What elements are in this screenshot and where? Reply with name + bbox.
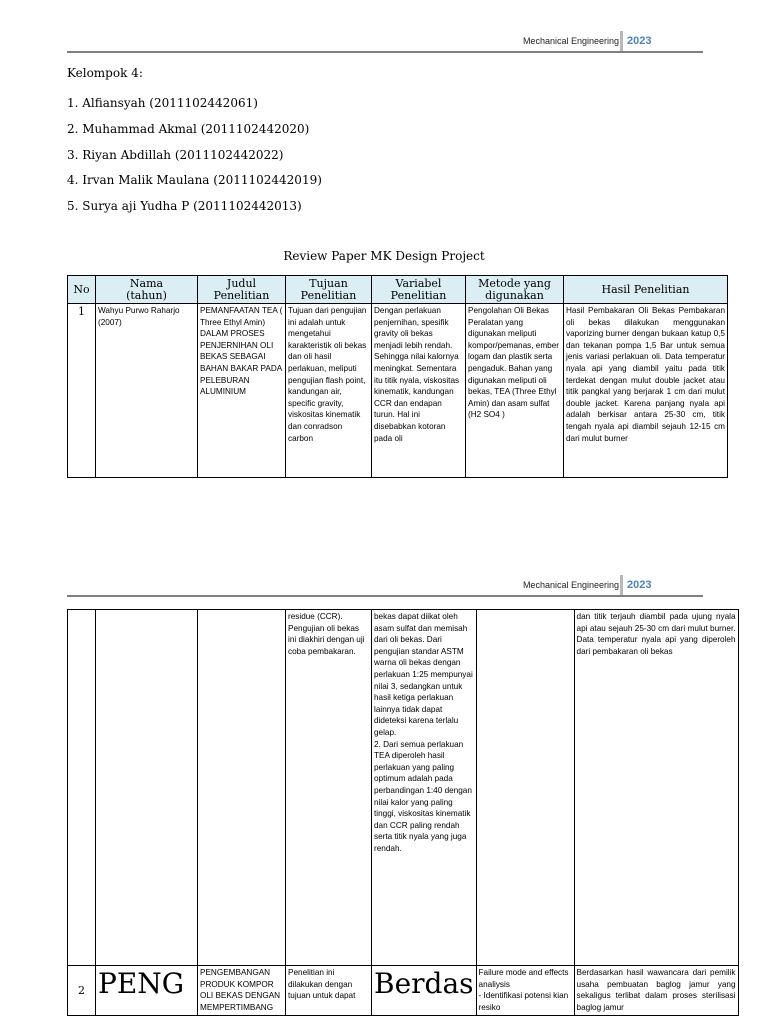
member-1: 1. Alfiansyah (2011102442061): [67, 96, 258, 110]
cell-empty: [68, 610, 96, 966]
page-header-2: [67, 577, 703, 597]
member-2: 2. Muhammad Akmal (2011102442020): [67, 122, 310, 136]
page-header: [67, 33, 703, 53]
col-header-tujuan: Tujuan Penelitian: [286, 276, 372, 304]
cell-variabel-text: Berdas: [374, 967, 474, 1000]
member-3: 3. Riyan Abdillah (2011102442022): [67, 148, 284, 162]
document-title: Review Paper MK Design Project: [283, 249, 485, 263]
cell-tujuan: Penelitian ini dilakukan dengan tujuan untuk dapat: [286, 966, 372, 1016]
cell-empty: [96, 610, 198, 966]
cell-tujuan: Tujuan dari pengujian ini adalah untuk mengetahui karakteristik oli bekas dan oli hasil perlakuan, meliputi pengujian flash point, kandungan air, specific gravity, viskositas kinematik dan conradson carbon: [286, 304, 372, 478]
cell-nama: Wahyu Purwo Raharjo (2007): [96, 304, 198, 478]
cell-hasil: dan titik terjauh diambil pada ujung nyala api atau sejauh 25-30 cm dari mulut burner. Data temperatur nyala api yang diperoleh dari pembakaran oli bekas: [574, 610, 738, 966]
header-rule: [67, 51, 703, 53]
review-table: [67, 275, 728, 478]
table-row: [68, 610, 739, 966]
table-header-row: [68, 276, 728, 304]
review-table-continued: [67, 609, 739, 1016]
table-row: [68, 304, 728, 478]
cell-hasil: Hasil Pembakaran Oli Bekas Pembakaran oli bekas dilakukan menggunakan vaporizing burner dengan bukaan katup 0,5 dan tekanan pompa 1,5 Bar untuk semua jenis variasi perlakuan oli. Data temperatur nyala api yang diambil yaitu pada titik terdekat dengan mulut double jacket atau titik pangkal yang berjarak 1 cm dari mulut double jacket. Karena panjang nyala api adalah berkisar antara 25-30 cm, titik tengah nyala api diambil sejauh 12-15 cm dari mulut burner: [564, 304, 728, 478]
header-department: Mechanical Engineering: [522, 36, 619, 46]
col-header-no: No: [68, 276, 96, 304]
member-4: 4. Irvan Malik Maulana (2011102442019): [67, 173, 322, 187]
header-year-box: [620, 575, 659, 597]
member-5: 5. Surya aji Yudha P (2011102442013): [67, 199, 302, 213]
cell-tujuan: residue (CCR). Pengujian oli bekas ini diakhiri dengan uji coba pembakaran.: [286, 610, 372, 966]
col-header-nama: Nama (tahun): [96, 276, 198, 304]
cell-judul: PEMANFAATAN TEA ( Three Ethyl Amin) DALAM PROSES PENJERNIHAN OLI BEKAS SEBAGAI BAHAN BAKAR PADA PELEBURAN ALUMINIUM: [198, 304, 286, 478]
cell-judul: PENGEMBANGAN PRODUK KOMPOR OLI BEKAS DENGAN MEMPERTIMBANG: [198, 966, 286, 1016]
table-row: [68, 966, 739, 1016]
cell-nama: [96, 966, 198, 1016]
row-number: 1: [68, 304, 96, 478]
cell-variabel: Dengan perlakuan penjernihan, spesifik gravity oli bekas menjadi lebih rendah. Sehingga nilai kalornya meningkat. Sementara itu titik nyala, viskositas kinematik, kandungan CCR dan endapan turun. Hal ini disebabkan kotoran pada oli: [372, 304, 466, 478]
header-year: 2023: [627, 35, 652, 47]
cell-metode: Pengolahan Oli Bekas Peralatan yang digunakan meliputi kompor/pemanas, ember logam dan plastik serta pengaduk. Bahan yang digunakan meliputi oli bekas, TEA (Three Ethyl Amin) dan asam sulfat (H2 SO4 ): [466, 304, 564, 478]
col-header-variabel: Variabel Penelitian: [372, 276, 466, 304]
header-year: 2023: [627, 579, 652, 591]
cell-hasil: Berdasarkan hasil wawancara dari pemilik usaha pembuatan baglog jamur yang sekaligus terlibat dalam proses sterilisasi baglog jamur: [574, 966, 738, 1016]
cell-empty: [476, 610, 574, 966]
col-header-hasil: Hasil Penelitian: [564, 276, 728, 304]
header-department: Mechanical Engineering: [522, 580, 619, 590]
cell-variabel: bekas dapat diikat oleh asam sulfat dan memisah dari oli bekas. Dari pengujian standar ASTM warna oli bekas dengan perlakuan 1:25 mempunyai nilai 3, sedangkan untuk hasil ketiga perlakuan lainnya tidak dapat dideteksi karena terlalu gelap. 2. Dari semua perlakuan TEA diperoleh hasil perlakuan yang paling optimum adalah pada perbandingan 1:40 dengan nilai kalor yang paling tinggi, viskositas kinematik dan CCR paling rendah serta titik nyala yang juga rendah.: [372, 610, 477, 966]
header-rule: [67, 595, 703, 597]
group-label: Kelompok 4:: [67, 66, 143, 80]
col-header-metode: Metode yang digunakan: [466, 276, 564, 304]
header-year-box: [620, 31, 659, 53]
cell-variabel: [372, 966, 477, 1016]
cell-empty: [198, 610, 286, 966]
row-number: 2: [68, 966, 96, 1016]
cell-metode: Failure mode and effects analiysis - Identifikasi potensi kian resiko: [476, 966, 574, 1016]
col-header-judul: Judul Penelitian: [198, 276, 286, 304]
cell-nama-text: PENG: [98, 967, 185, 1000]
